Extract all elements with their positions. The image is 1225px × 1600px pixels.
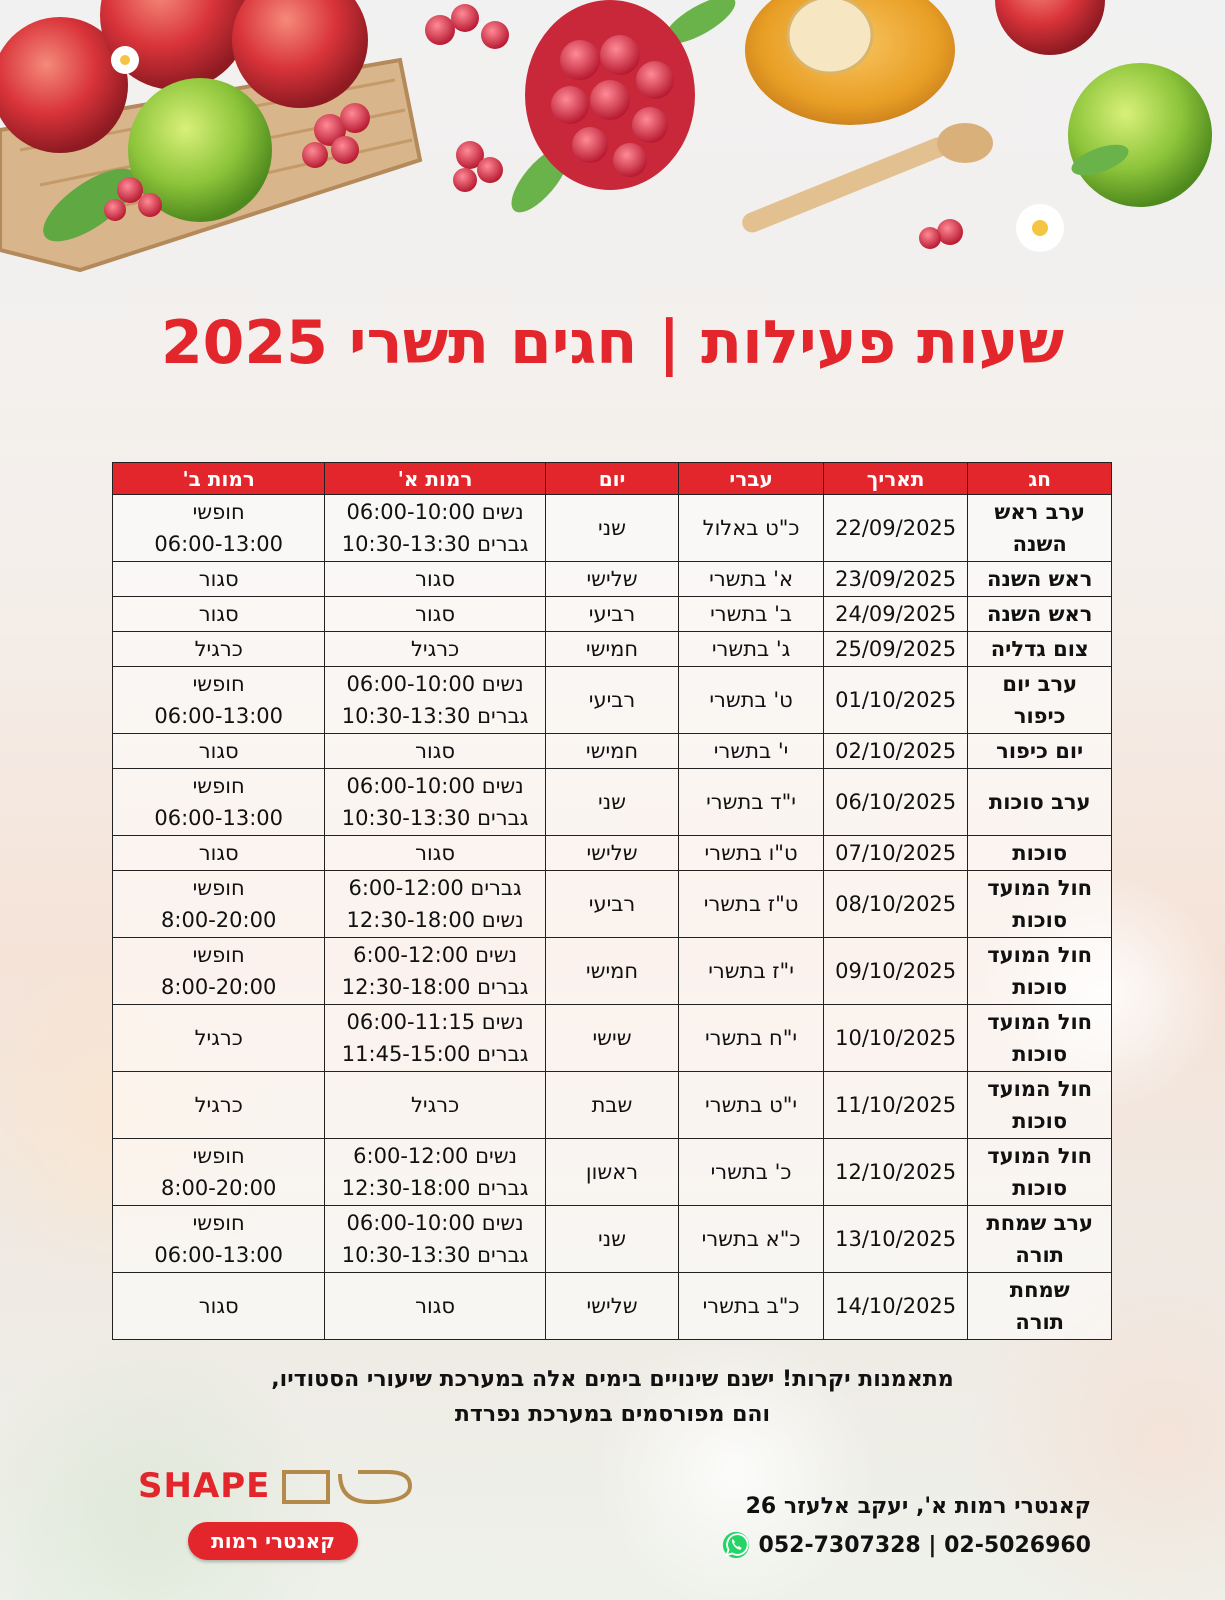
day-cell: שני bbox=[545, 1206, 678, 1273]
ramot-a-hours-cell-line: גברים 6:00-12:00 bbox=[348, 876, 522, 900]
day-cell: ראשון bbox=[545, 1139, 678, 1206]
hebrew-date-cell: י' בתשרי bbox=[679, 734, 824, 769]
ramot-b-hours-cell-line: חופשי bbox=[192, 1211, 245, 1235]
holiday-cell-line: חול המועד bbox=[987, 876, 1093, 900]
ramot-a-hours-cell-line: סגור bbox=[415, 841, 456, 865]
ramot-a-hours-cell-line: גברים 12:30-18:00 bbox=[341, 1176, 529, 1200]
ramot-b-hours-cell bbox=[113, 495, 325, 562]
logo-wordmark: SHAPE bbox=[138, 1466, 271, 1506]
ramot-b-hours-cell-line: חופשי bbox=[192, 500, 245, 524]
page-title: שעות פעילות | חגים תשרי 2025 bbox=[160, 308, 1065, 378]
hebrew-date-cell: א' בתשרי bbox=[679, 562, 824, 597]
date-cell: 12/10/2025 bbox=[823, 1139, 968, 1206]
ramot-b-hours-cell-line: 06:00-13:00 bbox=[154, 806, 283, 830]
ramot-a-hours-cell-line: נשים 06:00-10:00 bbox=[346, 1211, 524, 1235]
holiday-cell bbox=[968, 632, 1112, 667]
ramot-b-hours-cell bbox=[113, 632, 325, 667]
holiday-cell-line: סוכות bbox=[1012, 908, 1068, 932]
hebrew-date-cell: כ"ב בתשרי bbox=[679, 1273, 824, 1340]
date-cell: 13/10/2025 bbox=[823, 1206, 968, 1273]
ramot-b-hours-cell bbox=[113, 871, 325, 938]
date-cell: 09/10/2025 bbox=[823, 938, 968, 1005]
hebrew-date-cell: ט' בתשרי bbox=[679, 667, 824, 734]
ramot-a-hours-cell-line: גברים 10:30-13:30 bbox=[341, 704, 529, 728]
ramot-b-hours-cell-line: סגור bbox=[198, 1294, 239, 1318]
date-cell: 24/09/2025 bbox=[823, 597, 968, 632]
hebrew-date-cell: ב' בתשרי bbox=[679, 597, 824, 632]
table-row bbox=[113, 1206, 1112, 1273]
shape-logo bbox=[138, 1466, 418, 1576]
ramot-b-hours-cell bbox=[113, 1273, 325, 1340]
ramot-a-hours-cell bbox=[325, 1072, 545, 1139]
date-cell: 01/10/2025 bbox=[823, 667, 968, 734]
hebrew-date-cell: ט"ז בתשרי bbox=[679, 871, 824, 938]
notice-line-1: מתאמנות יקרות! ישנם שינויים בימים אלה במערכת שיעורי הסטודיו, bbox=[271, 1367, 954, 1392]
date-cell: 02/10/2025 bbox=[823, 734, 968, 769]
hebrew-date-cell: י"ח בתשרי bbox=[679, 1005, 824, 1072]
ramot-b-hours-cell bbox=[113, 1072, 325, 1139]
ramot-b-hours-cell-line: 8:00-20:00 bbox=[161, 975, 277, 999]
table-row bbox=[113, 1005, 1112, 1072]
ramot-b-hours-cell-line: חופשי bbox=[192, 1144, 245, 1168]
ramot-a-hours-cell bbox=[325, 1273, 545, 1340]
ramot-b-hours-cell bbox=[113, 769, 325, 836]
holiday-cell-line: ערב סוכות bbox=[988, 790, 1091, 814]
table-row bbox=[113, 1139, 1112, 1206]
day-cell: חמישי bbox=[545, 632, 678, 667]
holiday-cell bbox=[968, 495, 1112, 562]
ramot-b-hours-cell bbox=[113, 597, 325, 632]
holiday-cell-line: ערב שמחת bbox=[986, 1211, 1094, 1235]
table-row bbox=[113, 938, 1112, 1005]
table-row bbox=[113, 734, 1112, 769]
notice-line-2: והם מפורסמים במערכת נפרדת bbox=[454, 1402, 771, 1427]
hebrew-date-cell: י"ז בתשרי bbox=[679, 938, 824, 1005]
holiday-cell-line: תורה bbox=[1015, 1243, 1065, 1267]
logo-subtitle-badge: קאנטרי רמות bbox=[188, 1522, 358, 1560]
ramot-b-hours-cell-line: 06:00-13:00 bbox=[154, 1243, 283, 1267]
holiday-cell-line: סוכות bbox=[1012, 1176, 1068, 1200]
ramot-b-hours-cell-line: סגור bbox=[198, 841, 239, 865]
day-cell: שלישי bbox=[545, 1273, 678, 1340]
col-header-date: תאריך bbox=[823, 463, 968, 495]
date-cell: 25/09/2025 bbox=[823, 632, 968, 667]
ramot-a-hours-cell bbox=[325, 769, 545, 836]
day-cell: רביעי bbox=[545, 871, 678, 938]
holiday-cell-line: ראש השנה bbox=[986, 567, 1093, 591]
holiday-cell-line: סוכות bbox=[1012, 841, 1068, 865]
ramot-a-hours-cell-line: נשים 06:00-10:00 bbox=[346, 672, 524, 696]
ramot-a-hours-cell-line: נשים 6:00-12:00 bbox=[353, 1144, 518, 1168]
ramot-a-hours-cell-line: נשים 06:00-10:00 bbox=[346, 500, 524, 524]
ramot-b-hours-cell-line: 8:00-20:00 bbox=[161, 1176, 277, 1200]
holiday-cell-line: חול המועד bbox=[987, 1077, 1093, 1101]
date-cell: 14/10/2025 bbox=[823, 1273, 968, 1340]
holiday-cell-line: יום כיפור bbox=[996, 739, 1084, 763]
holiday-cell-line: ערב יום bbox=[1002, 672, 1078, 696]
hebrew-date-cell: ג' בתשרי bbox=[679, 632, 824, 667]
date-cell: 06/10/2025 bbox=[823, 769, 968, 836]
ramot-a-hours-cell-line: גברים 11:45-15:00 bbox=[341, 1042, 529, 1066]
table-row bbox=[113, 562, 1112, 597]
holiday-cell-line: צום גדליה bbox=[990, 637, 1089, 661]
holiday-fruit-illustration bbox=[0, 0, 1225, 280]
ramot-b-hours-cell bbox=[113, 734, 325, 769]
holiday-cell bbox=[968, 1005, 1112, 1072]
table-row bbox=[113, 667, 1112, 734]
hebrew-date-cell: י"ד בתשרי bbox=[679, 769, 824, 836]
ramot-b-hours-cell-line: חופשי bbox=[192, 876, 245, 900]
ramot-a-hours-cell bbox=[325, 495, 545, 562]
ramot-a-hours-cell bbox=[325, 1005, 545, 1072]
ramot-a-hours-cell bbox=[325, 871, 545, 938]
holiday-cell bbox=[968, 597, 1112, 632]
ramot-b-hours-cell bbox=[113, 1005, 325, 1072]
ramot-a-hours-cell bbox=[325, 632, 545, 667]
holiday-cell-line: חול המועד bbox=[987, 1144, 1093, 1168]
day-cell: שני bbox=[545, 769, 678, 836]
ramot-a-hours-cell-line: נשים 12:30-18:00 bbox=[346, 908, 524, 932]
ramot-a-hours-cell-line: כרגיל bbox=[410, 637, 460, 661]
day-cell: שבת bbox=[545, 1072, 678, 1139]
ramot-a-hours-cell bbox=[325, 667, 545, 734]
holiday-cell-line: ראש השנה bbox=[986, 602, 1093, 626]
hebrew-date-cell: כ"ט באלול bbox=[679, 495, 824, 562]
date-cell: 23/09/2025 bbox=[823, 562, 968, 597]
holiday-cell-line: סוכות bbox=[1012, 1042, 1068, 1066]
address: קאנטרי רמות א', יעקב אלעזר 26 bbox=[745, 1494, 1091, 1519]
col-header-hebrew-date: עברי bbox=[679, 463, 824, 495]
col-header-holiday: חג bbox=[968, 463, 1112, 495]
day-cell: חמישי bbox=[545, 734, 678, 769]
ramot-b-hours-cell-line: סגור bbox=[198, 567, 239, 591]
date-cell: 22/09/2025 bbox=[823, 495, 968, 562]
holiday-cell bbox=[968, 667, 1112, 734]
holiday-cell-line: השנה bbox=[1012, 532, 1067, 556]
ramot-a-hours-cell bbox=[325, 734, 545, 769]
phone-numbers bbox=[721, 1530, 1091, 1560]
holiday-cell bbox=[968, 769, 1112, 836]
col-header-ramot-b: רמות ב' bbox=[113, 463, 325, 495]
ramot-b-hours-cell-line: חופשי bbox=[192, 672, 245, 696]
ramot-b-hours-cell bbox=[113, 1206, 325, 1273]
day-cell: חמישי bbox=[545, 938, 678, 1005]
ramot-a-hours-cell-line: נשים 6:00-12:00 bbox=[353, 943, 518, 967]
ramot-a-hours-cell bbox=[325, 1139, 545, 1206]
hebrew-date-cell: ט"ו בתשרי bbox=[679, 836, 824, 871]
date-cell: 08/10/2025 bbox=[823, 871, 968, 938]
ramot-b-hours-cell bbox=[113, 836, 325, 871]
ramot-a-hours-cell bbox=[325, 597, 545, 632]
table-row bbox=[113, 632, 1112, 667]
ramot-b-hours-cell-line: כרגיל bbox=[194, 1093, 243, 1117]
ramot-b-hours-cell-line: 06:00-13:00 bbox=[154, 532, 283, 556]
day-cell: שלישי bbox=[545, 562, 678, 597]
ramot-b-hours-cell bbox=[113, 938, 325, 1005]
ramot-b-hours-cell bbox=[113, 562, 325, 597]
col-header-ramot-a: רמות א' bbox=[325, 463, 545, 495]
holiday-cell bbox=[968, 836, 1112, 871]
holiday-cell bbox=[968, 734, 1112, 769]
table-row bbox=[113, 495, 1112, 562]
ramot-a-hours-cell bbox=[325, 938, 545, 1005]
phone-text: 052-7307328 | 02-5026960 bbox=[758, 1532, 1091, 1558]
holiday-cell bbox=[968, 1072, 1112, 1139]
holiday-cell-line: ערב ראש bbox=[994, 500, 1086, 524]
ramot-b-hours-cell-line: חופשי bbox=[192, 943, 245, 967]
ramot-a-hours-cell-line: סגור bbox=[415, 1294, 456, 1318]
holiday-cell-line: סוכות bbox=[1012, 975, 1068, 999]
ramot-a-hours-cell-line: כרגיל bbox=[410, 1093, 460, 1117]
holiday-cell-line: כיפור bbox=[1013, 704, 1066, 728]
ramot-b-hours-cell-line: סגור bbox=[198, 739, 239, 763]
ramot-b-hours-cell-line: חופשי bbox=[192, 774, 245, 798]
day-cell: שני bbox=[545, 495, 678, 562]
holiday-cell bbox=[968, 562, 1112, 597]
ramot-b-hours-cell bbox=[113, 667, 325, 734]
holiday-cell bbox=[968, 1273, 1112, 1340]
ramot-a-hours-cell bbox=[325, 1206, 545, 1273]
ramot-a-hours-cell-line: סגור bbox=[415, 602, 456, 626]
table-row bbox=[113, 597, 1112, 632]
table-row bbox=[113, 1072, 1112, 1139]
holiday-cell-line: חול המועד bbox=[987, 943, 1093, 967]
whatsapp-icon[interactable] bbox=[721, 1530, 751, 1560]
ramot-a-hours-cell-line: גברים 10:30-13:30 bbox=[341, 806, 529, 830]
table-body bbox=[113, 495, 1112, 1340]
ramot-a-hours-cell-line: נשים 06:00-10:00 bbox=[346, 774, 524, 798]
ramot-a-hours-cell bbox=[325, 562, 545, 597]
table-row bbox=[113, 836, 1112, 871]
date-cell: 07/10/2025 bbox=[823, 836, 968, 871]
logo-hebrew-mark bbox=[278, 1468, 416, 1506]
day-cell: רביעי bbox=[545, 597, 678, 632]
hebrew-date-cell: י"ט בתשרי bbox=[679, 1072, 824, 1139]
day-cell: שישי bbox=[545, 1005, 678, 1072]
ramot-b-hours-cell-line: 06:00-13:00 bbox=[154, 704, 283, 728]
ramot-a-hours-cell-line: גברים 10:30-13:30 bbox=[341, 532, 529, 556]
ramot-b-hours-cell-line: כרגיל bbox=[194, 637, 243, 661]
table-row bbox=[113, 871, 1112, 938]
holiday-cell-line: חול המועד bbox=[987, 1010, 1093, 1034]
ramot-a-hours-cell-line: סגור bbox=[415, 739, 456, 763]
ramot-a-hours-cell-line: גברים 12:30-18:00 bbox=[341, 975, 529, 999]
studio-notice bbox=[0, 1362, 1225, 1432]
holiday-hours-table bbox=[112, 462, 1112, 1340]
ramot-b-hours-cell-line: סגור bbox=[198, 602, 239, 626]
ramot-a-hours-cell bbox=[325, 836, 545, 871]
hebrew-date-cell: כ"א בתשרי bbox=[679, 1206, 824, 1273]
holiday-cell bbox=[968, 938, 1112, 1005]
holiday-cell-line: שמחת bbox=[1009, 1278, 1070, 1302]
ramot-b-hours-cell-line: 8:00-20:00 bbox=[161, 908, 277, 932]
day-cell: רביעי bbox=[545, 667, 678, 734]
table-row bbox=[113, 769, 1112, 836]
holiday-cell bbox=[968, 871, 1112, 938]
holiday-cell bbox=[968, 1139, 1112, 1206]
ramot-a-hours-cell-line: סגור bbox=[415, 567, 456, 591]
ramot-b-hours-cell-line: כרגיל bbox=[194, 1026, 243, 1050]
date-cell: 11/10/2025 bbox=[823, 1072, 968, 1139]
table-header-row bbox=[113, 463, 1112, 495]
holiday-cell-line: סוכות bbox=[1012, 1109, 1068, 1133]
holiday-cell-line: תורה bbox=[1015, 1310, 1065, 1334]
col-header-day: יום bbox=[545, 463, 678, 495]
day-cell: שלישי bbox=[545, 836, 678, 871]
ramot-a-hours-cell-line: נשים 06:00-11:15 bbox=[346, 1010, 524, 1034]
hebrew-date-cell: כ' בתשרי bbox=[679, 1139, 824, 1206]
ramot-b-hours-cell bbox=[113, 1139, 325, 1206]
holiday-cell bbox=[968, 1206, 1112, 1273]
table-row bbox=[113, 1273, 1112, 1340]
ramot-a-hours-cell-line: גברים 10:30-13:30 bbox=[341, 1243, 529, 1267]
date-cell: 10/10/2025 bbox=[823, 1005, 968, 1072]
